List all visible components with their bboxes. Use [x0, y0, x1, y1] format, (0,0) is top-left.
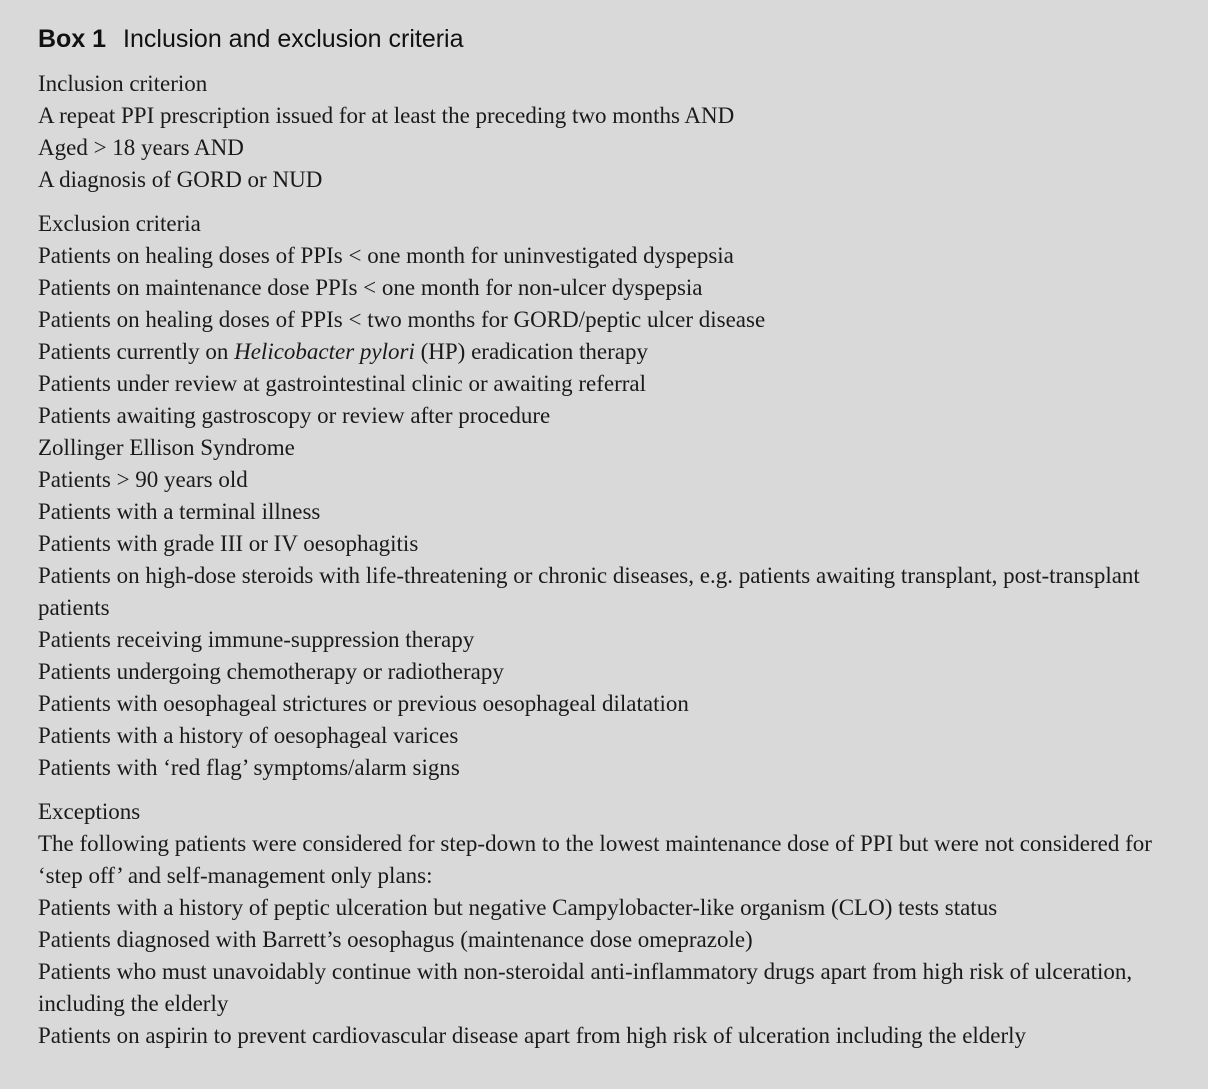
- exceptions-list: [38, 828, 1188, 1052]
- criteria-item-text: (HP) eradication therapy: [414, 339, 648, 364]
- criteria-item: Patients on maintenance dose PPIs < one month for non-ulcer dyspepsia: [38, 275, 703, 300]
- criteria-item: Patients with a history of peptic ulceration but negative Campylobacter-like organism (CLO) tests status: [38, 895, 998, 920]
- criteria-item: Patients diagnosed with Barrett’s oesophagus (maintenance dose omeprazole): [38, 927, 753, 952]
- criteria-item-text: Patients currently on: [38, 339, 235, 364]
- exceptions-section: [38, 796, 1188, 1052]
- criteria-item: Patients undergoing chemotherapy or radiotherapy: [38, 659, 504, 684]
- criteria-item: Patients awaiting gastroscopy or review after procedure: [38, 403, 551, 428]
- criteria-item-italic-text: Helicobacter pylori: [234, 339, 415, 364]
- criteria-item: Patients on healing doses of PPIs < one month for uninvestigated dyspepsia: [38, 243, 734, 268]
- exclusion-heading: Exclusion criteria: [38, 211, 201, 236]
- criteria-item: Aged > 18 years AND: [38, 135, 244, 160]
- criteria-item: Patients with grade III or IV oesophagitis: [38, 531, 419, 556]
- criteria-item: Patients with oesophageal strictures or previous oesophageal dilatation: [38, 691, 689, 716]
- inclusion-section: [38, 68, 1188, 196]
- exceptions-heading: Exceptions: [38, 799, 141, 824]
- inclusion-heading: Inclusion criterion: [38, 71, 208, 96]
- criteria-item: Patients who must unavoidably continue with non-steroidal anti-inflammatory drugs apart from high risk of ulceration, including the elderly: [38, 959, 1133, 1016]
- exclusion-list: [38, 240, 1188, 784]
- box-title-text: Inclusion and exclusion criteria: [123, 25, 464, 53]
- criteria-item: Patients receiving immune-suppression therapy: [38, 627, 475, 652]
- criteria-item: A diagnosis of GORD or NUD: [38, 167, 323, 192]
- criteria-item: Patients on healing doses of PPIs < two months for GORD/peptic ulcer disease: [38, 307, 766, 332]
- criteria-item: Patients with a terminal illness: [38, 499, 321, 524]
- criteria-item: Patients on high-dose steroids with life-threatening or chronic diseases, e.g. patients awaiting transplant, post-transplant patients: [38, 563, 1140, 620]
- box-title: [38, 22, 1188, 56]
- exclusion-section: [38, 208, 1188, 784]
- criteria-item: Patients with a history of oesophageal varices: [38, 723, 459, 748]
- criteria-item: Patients on aspirin to prevent cardiovascular disease apart from high risk of ulceration including the elderly: [38, 1023, 1027, 1048]
- criteria-item: [38, 336, 1188, 368]
- criteria-item: A repeat PPI prescription issued for at least the preceding two months AND: [38, 103, 735, 128]
- criteria-item: Patients under review at gastrointestinal clinic or awaiting referral: [38, 371, 646, 396]
- box-label: Box 1: [38, 25, 107, 53]
- inclusion-list: [38, 100, 1188, 196]
- criteria-item: Patients with ‘red flag’ symptoms/alarm signs: [38, 755, 460, 780]
- criteria-item: Patients > 90 years old: [38, 467, 248, 492]
- criteria-item: The following patients were considered for step-down to the lowest maintenance dose of PPI but were not considered for ‘step off’ and self-management only plans:: [38, 831, 1152, 888]
- criteria-item: Zollinger Ellison Syndrome: [38, 435, 295, 460]
